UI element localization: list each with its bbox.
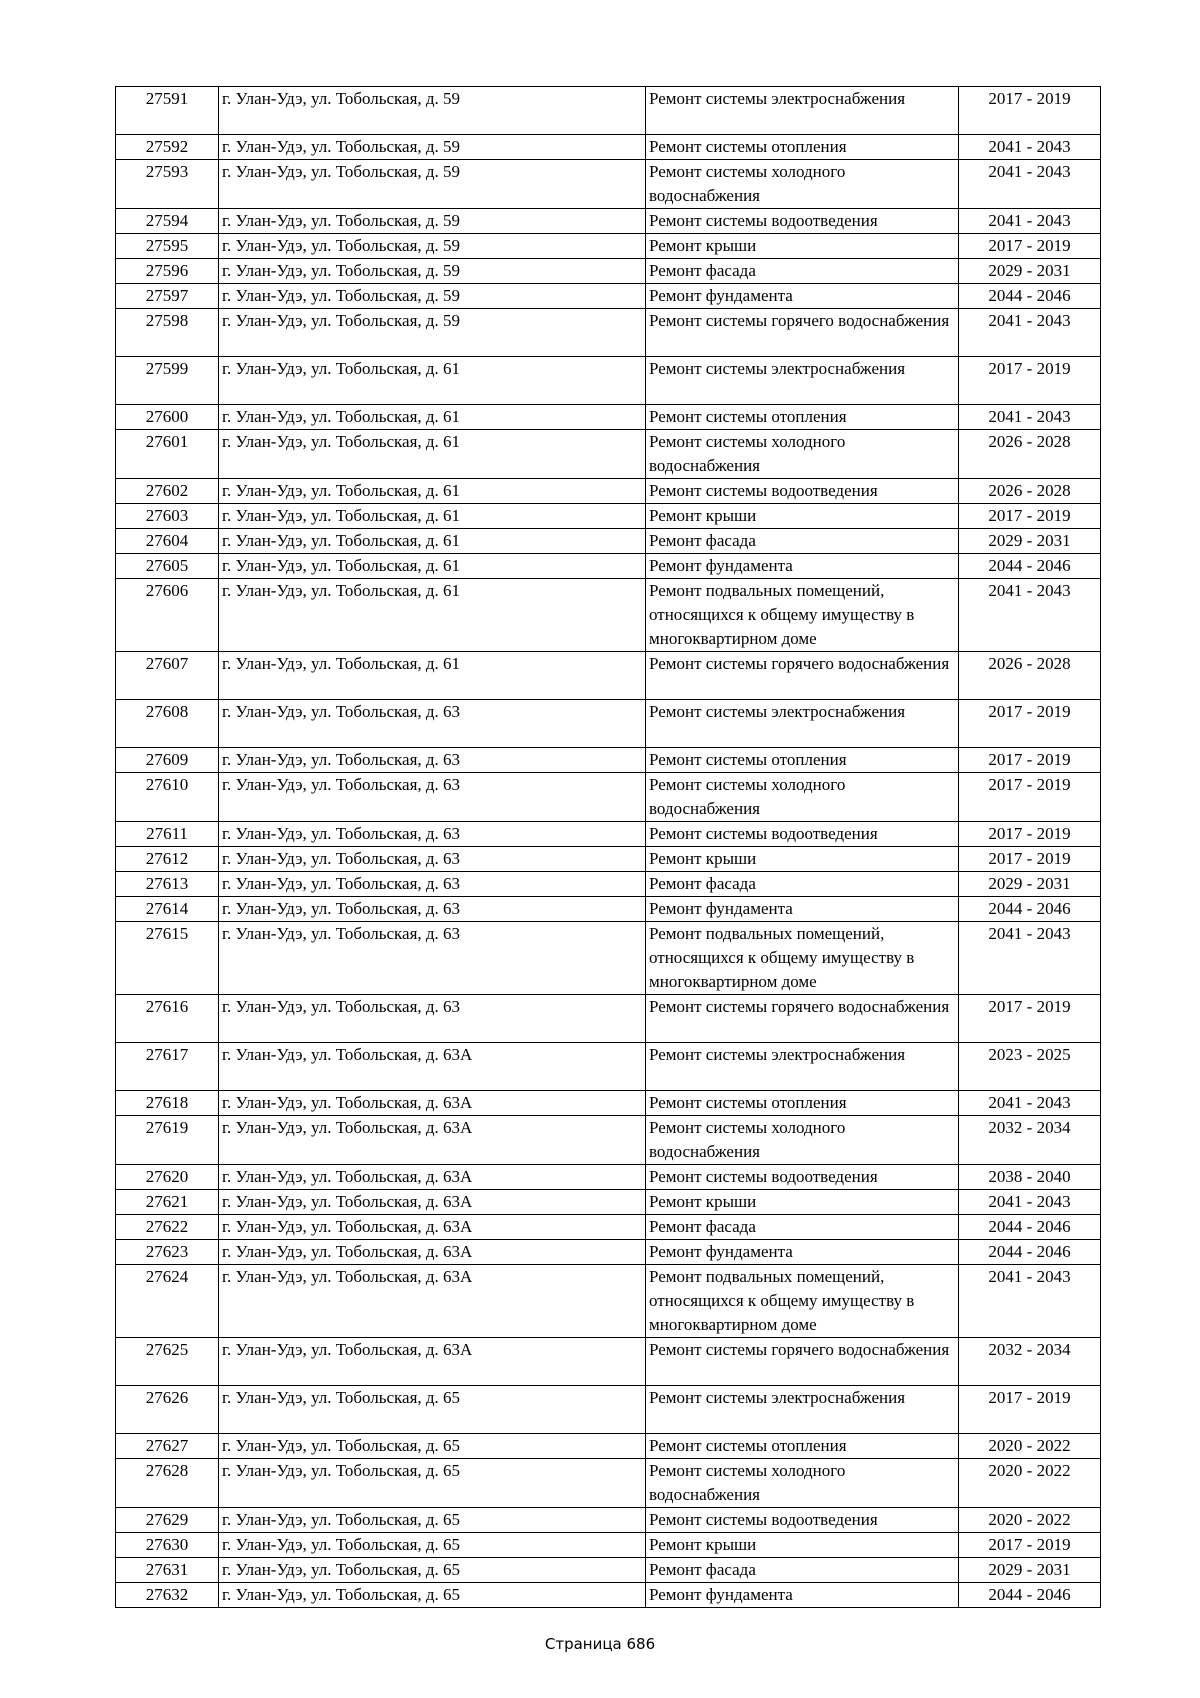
row-id-cell: 27592 [116, 135, 219, 160]
address-cell: г. Улан-Удэ, ул. Тобольская, д. 59 [219, 259, 646, 284]
work-type-cell: Ремонт системы электроснабжения [646, 1386, 959, 1434]
address-cell: г. Улан-Удэ, ул. Тобольская, д. 59 [219, 87, 646, 135]
work-type-cell: Ремонт системы электроснабжения [646, 700, 959, 748]
row-id-cell: 27591 [116, 87, 219, 135]
row-id-cell: 27602 [116, 479, 219, 504]
row-id-cell: 27624 [116, 1265, 219, 1338]
period-cell: 2041 - 2043 [959, 1091, 1101, 1116]
work-type-cell: Ремонт системы электроснабжения [646, 357, 959, 405]
period-cell: 2041 - 2043 [959, 160, 1101, 209]
work-type-cell: Ремонт фасада [646, 529, 959, 554]
work-type-cell: Ремонт системы водоотведения [646, 1508, 959, 1533]
period-cell: 2041 - 2043 [959, 922, 1101, 995]
row-id-cell: 27616 [116, 995, 219, 1043]
work-type-cell: Ремонт системы холодного водоснабжения [646, 1116, 959, 1165]
work-type-cell: Ремонт системы холодного водоснабжения [646, 430, 959, 479]
period-cell: 2029 - 2031 [959, 872, 1101, 897]
work-type-cell: Ремонт системы электроснабжения [646, 87, 959, 135]
address-cell: г. Улан-Удэ, ул. Тобольская, д. 63 [219, 897, 646, 922]
period-cell: 2017 - 2019 [959, 773, 1101, 822]
address-cell: г. Улан-Удэ, ул. Тобольская, д. 63А [219, 1091, 646, 1116]
address-cell: г. Улан-Удэ, ул. Тобольская, д. 65 [219, 1459, 646, 1508]
address-cell: г. Улан-Удэ, ул. Тобольская, д. 65 [219, 1583, 646, 1608]
table-row [116, 479, 1101, 504]
address-cell: г. Улан-Удэ, ул. Тобольская, д. 63А [219, 1190, 646, 1215]
repair-schedule-table [115, 86, 1101, 1608]
work-type-cell: Ремонт системы отопления [646, 748, 959, 773]
row-id-cell: 27612 [116, 847, 219, 872]
table-row [116, 357, 1101, 405]
period-cell: 2041 - 2043 [959, 135, 1101, 160]
work-type-cell: Ремонт фундамента [646, 284, 959, 309]
row-id-cell: 27611 [116, 822, 219, 847]
period-cell: 2017 - 2019 [959, 847, 1101, 872]
work-type-cell: Ремонт крыши [646, 1190, 959, 1215]
table-row [116, 504, 1101, 529]
period-cell: 2044 - 2046 [959, 1583, 1101, 1608]
row-id-cell: 27621 [116, 1190, 219, 1215]
table-row [116, 579, 1101, 652]
work-type-cell: Ремонт фундамента [646, 1240, 959, 1265]
table-row [116, 1265, 1101, 1338]
address-cell: г. Улан-Удэ, ул. Тобольская, д. 63А [219, 1043, 646, 1091]
address-cell: г. Улан-Удэ, ул. Тобольская, д. 61 [219, 430, 646, 479]
address-cell: г. Улан-Удэ, ул. Тобольская, д. 61 [219, 652, 646, 700]
work-type-cell: Ремонт системы отопления [646, 1434, 959, 1459]
work-type-cell: Ремонт фасада [646, 1215, 959, 1240]
row-id-cell: 27593 [116, 160, 219, 209]
address-cell: г. Улан-Удэ, ул. Тобольская, д. 65 [219, 1558, 646, 1583]
row-id-cell: 27609 [116, 748, 219, 773]
table-row [116, 995, 1101, 1043]
table-row [116, 773, 1101, 822]
work-type-cell: Ремонт системы холодного водоснабжения [646, 1459, 959, 1508]
row-id-cell: 27605 [116, 554, 219, 579]
work-type-cell: Ремонт подвальных помещений, относящихся к общему имуществу в многоквартирном доме [646, 579, 959, 652]
period-cell: 2032 - 2034 [959, 1116, 1101, 1165]
row-id-cell: 27614 [116, 897, 219, 922]
address-cell: г. Улан-Удэ, ул. Тобольская, д. 63 [219, 700, 646, 748]
period-cell: 2041 - 2043 [959, 405, 1101, 430]
address-cell: г. Улан-Удэ, ул. Тобольская, д. 59 [219, 209, 646, 234]
work-type-cell: Ремонт системы отопления [646, 1091, 959, 1116]
period-cell: 2029 - 2031 [959, 529, 1101, 554]
table-row [116, 1091, 1101, 1116]
address-cell: г. Улан-Удэ, ул. Тобольская, д. 65 [219, 1386, 646, 1434]
row-id-cell: 27601 [116, 430, 219, 479]
row-id-cell: 27599 [116, 357, 219, 405]
period-cell: 2020 - 2022 [959, 1508, 1101, 1533]
row-id-cell: 27608 [116, 700, 219, 748]
row-id-cell: 27620 [116, 1165, 219, 1190]
address-cell: г. Улан-Удэ, ул. Тобольская, д. 61 [219, 529, 646, 554]
address-cell: г. Улан-Удэ, ул. Тобольская, д. 63А [219, 1165, 646, 1190]
row-id-cell: 27610 [116, 773, 219, 822]
address-cell: г. Улан-Удэ, ул. Тобольская, д. 63 [219, 872, 646, 897]
address-cell: г. Улан-Удэ, ул. Тобольская, д. 65 [219, 1508, 646, 1533]
period-cell: 2032 - 2034 [959, 1338, 1101, 1386]
table-row [116, 1338, 1101, 1386]
period-cell: 2017 - 2019 [959, 700, 1101, 748]
work-type-cell: Ремонт крыши [646, 847, 959, 872]
table-row [116, 700, 1101, 748]
period-cell: 2017 - 2019 [959, 357, 1101, 405]
table-row [116, 822, 1101, 847]
table-row [116, 872, 1101, 897]
row-id-cell: 27629 [116, 1508, 219, 1533]
period-cell: 2020 - 2022 [959, 1434, 1101, 1459]
address-cell: г. Улан-Удэ, ул. Тобольская, д. 63А [219, 1240, 646, 1265]
table-row [116, 405, 1101, 430]
work-type-cell: Ремонт фасада [646, 259, 959, 284]
address-cell: г. Улан-Удэ, ул. Тобольская, д. 65 [219, 1533, 646, 1558]
table-row [116, 847, 1101, 872]
address-cell: г. Улан-Удэ, ул. Тобольская, д. 61 [219, 405, 646, 430]
table-row [116, 135, 1101, 160]
table-row [116, 1583, 1101, 1608]
period-cell: 2017 - 2019 [959, 234, 1101, 259]
table-row [116, 1116, 1101, 1165]
address-cell: г. Улан-Удэ, ул. Тобольская, д. 63А [219, 1338, 646, 1386]
row-id-cell: 27617 [116, 1043, 219, 1091]
address-cell: г. Улан-Удэ, ул. Тобольская, д. 63 [219, 748, 646, 773]
table-row [116, 922, 1101, 995]
address-cell: г. Улан-Удэ, ул. Тобольская, д. 61 [219, 504, 646, 529]
row-id-cell: 27628 [116, 1459, 219, 1508]
period-cell: 2041 - 2043 [959, 1190, 1101, 1215]
address-cell: г. Улан-Удэ, ул. Тобольская, д. 63 [219, 822, 646, 847]
work-type-cell: Ремонт подвальных помещений, относящихся к общему имуществу в многоквартирном доме [646, 922, 959, 995]
row-id-cell: 27597 [116, 284, 219, 309]
period-cell: 2017 - 2019 [959, 1386, 1101, 1434]
table-row [116, 160, 1101, 209]
period-cell: 2017 - 2019 [959, 822, 1101, 847]
work-type-cell: Ремонт крыши [646, 234, 959, 259]
table-row [116, 1190, 1101, 1215]
row-id-cell: 27622 [116, 1215, 219, 1240]
work-type-cell: Ремонт подвальных помещений, относящихся к общему имуществу в многоквартирном доме [646, 1265, 959, 1338]
address-cell: г. Улан-Удэ, ул. Тобольская, д. 59 [219, 309, 646, 357]
work-type-cell: Ремонт системы отопления [646, 135, 959, 160]
table-row [116, 259, 1101, 284]
period-cell: 2041 - 2043 [959, 1265, 1101, 1338]
table-row [116, 234, 1101, 259]
period-cell: 2029 - 2031 [959, 1558, 1101, 1583]
table-row [116, 1459, 1101, 1508]
period-cell: 2017 - 2019 [959, 504, 1101, 529]
period-cell: 2026 - 2028 [959, 479, 1101, 504]
table-row [116, 1508, 1101, 1533]
work-type-cell: Ремонт системы горячего водоснабжения [646, 652, 959, 700]
period-cell: 2017 - 2019 [959, 748, 1101, 773]
period-cell: 2017 - 2019 [959, 87, 1101, 135]
table-row [116, 1434, 1101, 1459]
period-cell: 2041 - 2043 [959, 579, 1101, 652]
table-row [116, 1043, 1101, 1091]
period-cell: 2029 - 2031 [959, 259, 1101, 284]
work-type-cell: Ремонт системы водоотведения [646, 1165, 959, 1190]
address-cell: г. Улан-Удэ, ул. Тобольская, д. 63А [219, 1265, 646, 1338]
table-row [116, 1386, 1101, 1434]
address-cell: г. Улан-Удэ, ул. Тобольская, д. 61 [219, 479, 646, 504]
address-cell: г. Улан-Удэ, ул. Тобольская, д. 65 [219, 1434, 646, 1459]
work-type-cell: Ремонт фасада [646, 1558, 959, 1583]
table-row [116, 87, 1101, 135]
address-cell: г. Улан-Удэ, ул. Тобольская, д. 59 [219, 284, 646, 309]
period-cell: 2041 - 2043 [959, 309, 1101, 357]
period-cell: 2026 - 2028 [959, 652, 1101, 700]
work-type-cell: Ремонт крыши [646, 504, 959, 529]
row-id-cell: 27625 [116, 1338, 219, 1386]
address-cell: г. Улан-Удэ, ул. Тобольская, д. 61 [219, 357, 646, 405]
work-type-cell: Ремонт фундамента [646, 1583, 959, 1608]
period-cell: 2023 - 2025 [959, 1043, 1101, 1091]
row-id-cell: 27615 [116, 922, 219, 995]
row-id-cell: 27607 [116, 652, 219, 700]
table-row [116, 430, 1101, 479]
row-id-cell: 27604 [116, 529, 219, 554]
period-cell: 2044 - 2046 [959, 1215, 1101, 1240]
period-cell: 2026 - 2028 [959, 430, 1101, 479]
work-type-cell: Ремонт фундамента [646, 897, 959, 922]
period-cell: 2020 - 2022 [959, 1459, 1101, 1508]
work-type-cell: Ремонт крыши [646, 1533, 959, 1558]
row-id-cell: 27627 [116, 1434, 219, 1459]
table-row [116, 284, 1101, 309]
address-cell: г. Улан-Удэ, ул. Тобольская, д. 63 [219, 847, 646, 872]
row-id-cell: 27632 [116, 1583, 219, 1608]
table-row [116, 748, 1101, 773]
row-id-cell: 27618 [116, 1091, 219, 1116]
work-type-cell: Ремонт системы холодного водоснабжения [646, 773, 959, 822]
row-id-cell: 27619 [116, 1116, 219, 1165]
work-type-cell: Ремонт системы водоотведения [646, 822, 959, 847]
address-cell: г. Улан-Удэ, ул. Тобольская, д. 61 [219, 554, 646, 579]
work-type-cell: Ремонт фасада [646, 872, 959, 897]
work-type-cell: Ремонт фундамента [646, 554, 959, 579]
row-id-cell: 27603 [116, 504, 219, 529]
table-row [116, 652, 1101, 700]
work-type-cell: Ремонт системы холодного водоснабжения [646, 160, 959, 209]
table-row [116, 897, 1101, 922]
row-id-cell: 27626 [116, 1386, 219, 1434]
table-row [116, 529, 1101, 554]
row-id-cell: 27606 [116, 579, 219, 652]
work-type-cell: Ремонт системы горячего водоснабжения [646, 1338, 959, 1386]
period-cell: 2044 - 2046 [959, 554, 1101, 579]
table-row [116, 309, 1101, 357]
address-cell: г. Улан-Удэ, ул. Тобольская, д. 63А [219, 1116, 646, 1165]
address-cell: г. Улан-Удэ, ул. Тобольская, д. 63 [219, 995, 646, 1043]
table-row [116, 1165, 1101, 1190]
address-cell: г. Улан-Удэ, ул. Тобольская, д. 59 [219, 160, 646, 209]
work-type-cell: Ремонт системы водоотведения [646, 479, 959, 504]
row-id-cell: 27623 [116, 1240, 219, 1265]
address-cell: г. Улан-Удэ, ул. Тобольская, д. 63 [219, 773, 646, 822]
period-cell: 2044 - 2046 [959, 897, 1101, 922]
table-row [116, 1215, 1101, 1240]
period-cell: 2041 - 2043 [959, 209, 1101, 234]
address-cell: г. Улан-Удэ, ул. Тобольская, д. 63А [219, 1215, 646, 1240]
period-cell: 2017 - 2019 [959, 995, 1101, 1043]
table-row [116, 1533, 1101, 1558]
row-id-cell: 27594 [116, 209, 219, 234]
work-type-cell: Ремонт системы горячего водоснабжения [646, 995, 959, 1043]
row-id-cell: 27613 [116, 872, 219, 897]
page-number: Страница 686 [544, 1635, 656, 1653]
table-row [116, 554, 1101, 579]
row-id-cell: 27630 [116, 1533, 219, 1558]
table-body [116, 87, 1101, 1608]
table-row [116, 1240, 1101, 1265]
address-cell: г. Улан-Удэ, ул. Тобольская, д. 59 [219, 234, 646, 259]
address-cell: г. Улан-Удэ, ул. Тобольская, д. 59 [219, 135, 646, 160]
row-id-cell: 27598 [116, 309, 219, 357]
address-cell: г. Улан-Удэ, ул. Тобольская, д. 63 [219, 922, 646, 995]
address-cell: г. Улан-Удэ, ул. Тобольская, д. 61 [219, 579, 646, 652]
work-type-cell: Ремонт системы электроснабжения [646, 1043, 959, 1091]
row-id-cell: 27596 [116, 259, 219, 284]
period-cell: 2038 - 2040 [959, 1165, 1101, 1190]
row-id-cell: 27595 [116, 234, 219, 259]
row-id-cell: 27631 [116, 1558, 219, 1583]
work-type-cell: Ремонт системы горячего водоснабжения [646, 309, 959, 357]
work-type-cell: Ремонт системы водоотведения [646, 209, 959, 234]
table-row [116, 209, 1101, 234]
period-cell: 2017 - 2019 [959, 1533, 1101, 1558]
period-cell: 2044 - 2046 [959, 284, 1101, 309]
table-row [116, 1558, 1101, 1583]
row-id-cell: 27600 [116, 405, 219, 430]
work-type-cell: Ремонт системы отопления [646, 405, 959, 430]
period-cell: 2044 - 2046 [959, 1240, 1101, 1265]
